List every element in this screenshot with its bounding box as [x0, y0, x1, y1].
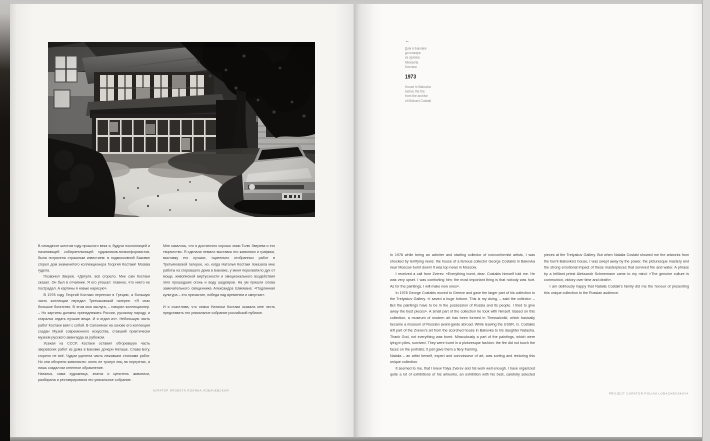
paragraph: Уезжая из СССР, Костаки оставил обгоревшую часть зверевских работ из дома в Баковке дочери Наташе. Слава Богу, сгорело не всё. Чудом уцелела часть лежавших стопками работ. Но они обгорели живописно: огонь не тронул лиц на портретах, а лишь создал им огненное обрамление.	[38, 341, 150, 371]
caption-line-ru: Дом в Баковке	[405, 47, 427, 51]
paragraph: In 1976 while being an admirer and starting collector of nonconformist artists, I was shocked by terrifying news: the house of a famous collector George Costakis in Bakovka near Moscow burnt down! It was top news in Moscow.	[390, 252, 535, 270]
caption-line-ru: Михаила	[405, 60, 419, 65]
arrow-left-icon: ←	[405, 38, 410, 43]
paragraph: Natalia – an artist herself, expert and connoisseur of art, was sorting and restoring this unique collection.	[390, 353, 535, 365]
page-bottom-shadow	[10, 437, 702, 441]
left-page-text	[38, 243, 275, 385]
caption-line-en: before the fire	[405, 90, 425, 94]
caption-line-en: of Michael Costaki	[405, 99, 432, 103]
caption-line-ru: до пожара	[405, 51, 421, 56]
curator-credit-en	[609, 388, 689, 397]
paragraph: I am deliriously happy that Natalia Costaki's family did me the honour of presenting this unique collection to the Russian audience.	[544, 283, 689, 295]
background-edge-right	[702, 0, 710, 441]
right-page-text	[390, 252, 689, 383]
paragraph: It seemed to me, that I knew Tolya Zverev and his work well enough. I have organized quite a lot of exhibitions of his artworks, an exhibition with his best, carefully selected pieces at the Tretyakov Gallery. But when Natalia Costaki showed me the artworks from the burnt Bakovka's house, I was swept away by the power, the picturesque mastery and the strong emotional impact of these masterpieces that survived fire and water. A phrase by a brilliant priest Aleksandr Schmemann came to my mind: «The genuine culture is communion, victory over time and death».	[390, 252, 689, 377]
paragraph: В 1978 году Георгий Костаки переехал в Грецию, а большую часть коллекции передал Третьяковской галерее. «Я спас большое богатство. В этом моя заслуга, – говорил коллекционер. – Но картины должны принадлежать России, русскому народу, и старался отдать лучшие вещи. И я отдал их». Небольшую часть работ Костаки взял с собой. В Салониках на основе его коллекции создан Музей современного искусства, ставший практически музеем русского авангарда за рубежом.	[38, 292, 150, 340]
caption-line-en: House in Bakovka	[405, 85, 431, 90]
paragraph: Позвонил Зверев. «Датуля, всё сгорело. Мне сам Костаки сказал. Он был в отчаянии. Я его утешал: главное, что никто не пострадал. А картины я новые нарисую».	[38, 274, 150, 291]
paragraph: In 1978 George Costakis moved to Greece and gave the larger part of his collection to the Tretyakov Gallery. «I saved a huge fortune. This is my doing, – said the collector. – But the paintings have to be in the possession of Russia and its people. I tried to give away the best pieces». A small part of the collection he took with himself. Based on this collection, a museum of modern art has been formed in Thessaloniki, which basically became a museum of Russian avant-garde abroad. While leaving the USSR, G. Costakis left part of the Zverev's art from the scorched house in Bakovka to his daughter Natasha. Thank God, not everything was burnt. Miraculously a part of the paintings, which were lying in piles, survived. They were burnt in a picturesque fashion: the fire did not touch the faces on the portraits; it just gave them a fiery framing.	[390, 290, 535, 352]
curator-credit-ru	[153, 385, 229, 394]
house-photo	[48, 42, 315, 217]
paragraph: И я счастлива, что семья Натальи Костаки оказала мне честь представить это уникальное собрание российской публике.	[163, 304, 275, 316]
curator-credit-ru-text: КУРАТОР ПРОЕКТА ПОЛИНА ЛОБАЧЕВСКАЯ	[153, 389, 229, 393]
right-page	[354, 4, 702, 437]
paragraph: I received a call from Zverev. «Everything burnt, dear. Costakis himself told me. He was very upset. I was comforting him: the most important thing is that nobody was hurt. As for the paintings, I will make new ones».	[390, 271, 535, 289]
left-page	[10, 4, 354, 437]
caption-year: 1973	[405, 74, 417, 81]
paragraph: В семьдесят шестом году прошлого века я, будучи поклонницей и начинающей собирательницей художников-нонконформистов, была потрясена страшным известием: в подмосковной Баковке сгорел дом знаменитого коллекционера Георгия Костаки! Москва гудела.	[38, 243, 150, 273]
caption-line-en: from the archive	[405, 94, 428, 99]
background-edge-left	[0, 0, 10, 441]
paragraph: Наталья, сама художница, знаток и ценитель живописи, разбирала и реставрировала это уникальное собрание.	[38, 371, 150, 383]
paragraph: Мне казалось, что я достаточно хорошо знаю Толю Зверева и его творчество. Я сделала немало выставок его живописи и графики, выставку его лучших, тщательно отобранных работ в Третьяковской галерее, но, когда Наталья Костаки показала мне работы из сгоревшего дома в Баковке, у меня перехватило дух от мощи, живописной виртуозности и эмоционального воздействия этих прошедших огонь и воду шедевров. На ум пришли слова замечательного священника Александра Шмемана: «Подлинная культура – это причастие, победа над временем и смертью».	[163, 243, 275, 297]
caption-line-ru: Костаки	[405, 65, 417, 69]
caption-line-ru: из архива	[405, 56, 420, 60]
photo-caption	[405, 38, 480, 103]
curator-credit-en-text: PROJECT CURATOR POLINA LOBACHEVSKAYA	[609, 392, 689, 396]
